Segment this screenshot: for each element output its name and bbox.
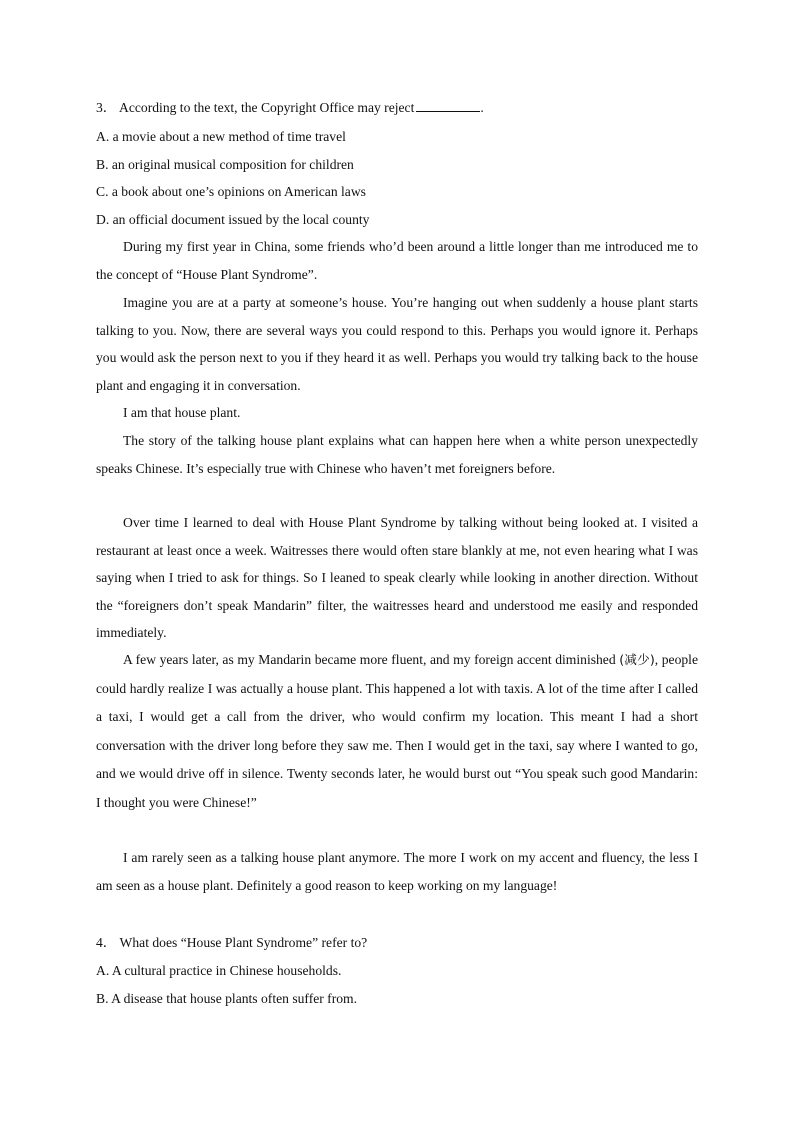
- question-3-stem: [96, 99, 484, 117]
- passage-paragraph-6: [96, 646, 698, 818]
- passage-paragraph-1: During my first year in China, some friends who’d been around a little longer than me introduced me to the concept of “House Plant Syndrome”.: [96, 239, 698, 282]
- passage-paragraph-4: The story of the talking house plant explains what can happen here when a white person unexpectedly speaks Chinese. It’s especially true with Chinese who haven’t met foreigners before.: [96, 433, 698, 476]
- paragraph-6-text-start: A few years later, as my Mandarin became more fluent, and my foreign accent diminished: [123, 652, 620, 667]
- question-3-option-a: A. a movie about a new method of time travel: [96, 129, 346, 144]
- passage-paragraph-5: Over time I learned to deal with House Plant Syndrome by talking without being looked at. I visited a restaurant at least once a week. Waitresses there would often stare blankly at me, not even hearing what I was saying when I tried to ask for things. So I leaned to speak clearly while looking in another direction. Without the “foreigners don’t speak Mandarin” filter, the waitresses heard and understood me easily and responded immediately.: [96, 515, 698, 641]
- question-3-option-d: D. an official document issued by the local county: [96, 212, 370, 227]
- answer-blank: [416, 99, 480, 112]
- paragraph-6-text-end: , people could hardly realize I was actually a house plant. This happened a lot with taxis. A lot of the time after I called a taxi, I would get a call from the driver, who would confirm my location. This meant I had a short conversation with the driver long before they saw me. Then I would get in the taxi, say where I wanted to go, and we would drive off in silence. Twenty seconds later, he would burst out “You speak such good Mandarin: I thought you were Chinese!”: [96, 652, 698, 810]
- question-3-option-c: C. a book about one’s opinions on American laws: [96, 184, 366, 199]
- passage-paragraph-3: I am that house plant.: [123, 405, 241, 420]
- question-3-option-b: B. an original musical composition for children: [96, 157, 354, 172]
- passage-paragraph-7: I am rarely seen as a talking house plant anymore. The more I work on my accent and fluency, the less I am seen as a house plant. Definitely a good reason to keep working on my language!: [96, 850, 698, 893]
- passage-paragraph-2: Imagine you are at a party at someone’s house. You’re hanging out when suddenly a house plant starts talking to you. Now, there are several ways you could respond to this. Perhaps you would ignore it. Perhaps you would ask the person next to you if they heard it as well. Perhaps you would try talking back to the house plant and engaging it in conversation.: [96, 295, 698, 393]
- question-4-stem: 4． What does “House Plant Syndrome” refer to?: [96, 935, 368, 950]
- question-4-option-a: A. A cultural practice in Chinese households.: [96, 963, 342, 978]
- chinese-gloss: (减少): [619, 652, 655, 667]
- question-3-text: 3． According to the text, the Copyright Office may reject: [96, 100, 415, 115]
- question-4-option-b: B. A disease that house plants often suffer from.: [96, 991, 358, 1006]
- question-3-end: .: [480, 100, 484, 115]
